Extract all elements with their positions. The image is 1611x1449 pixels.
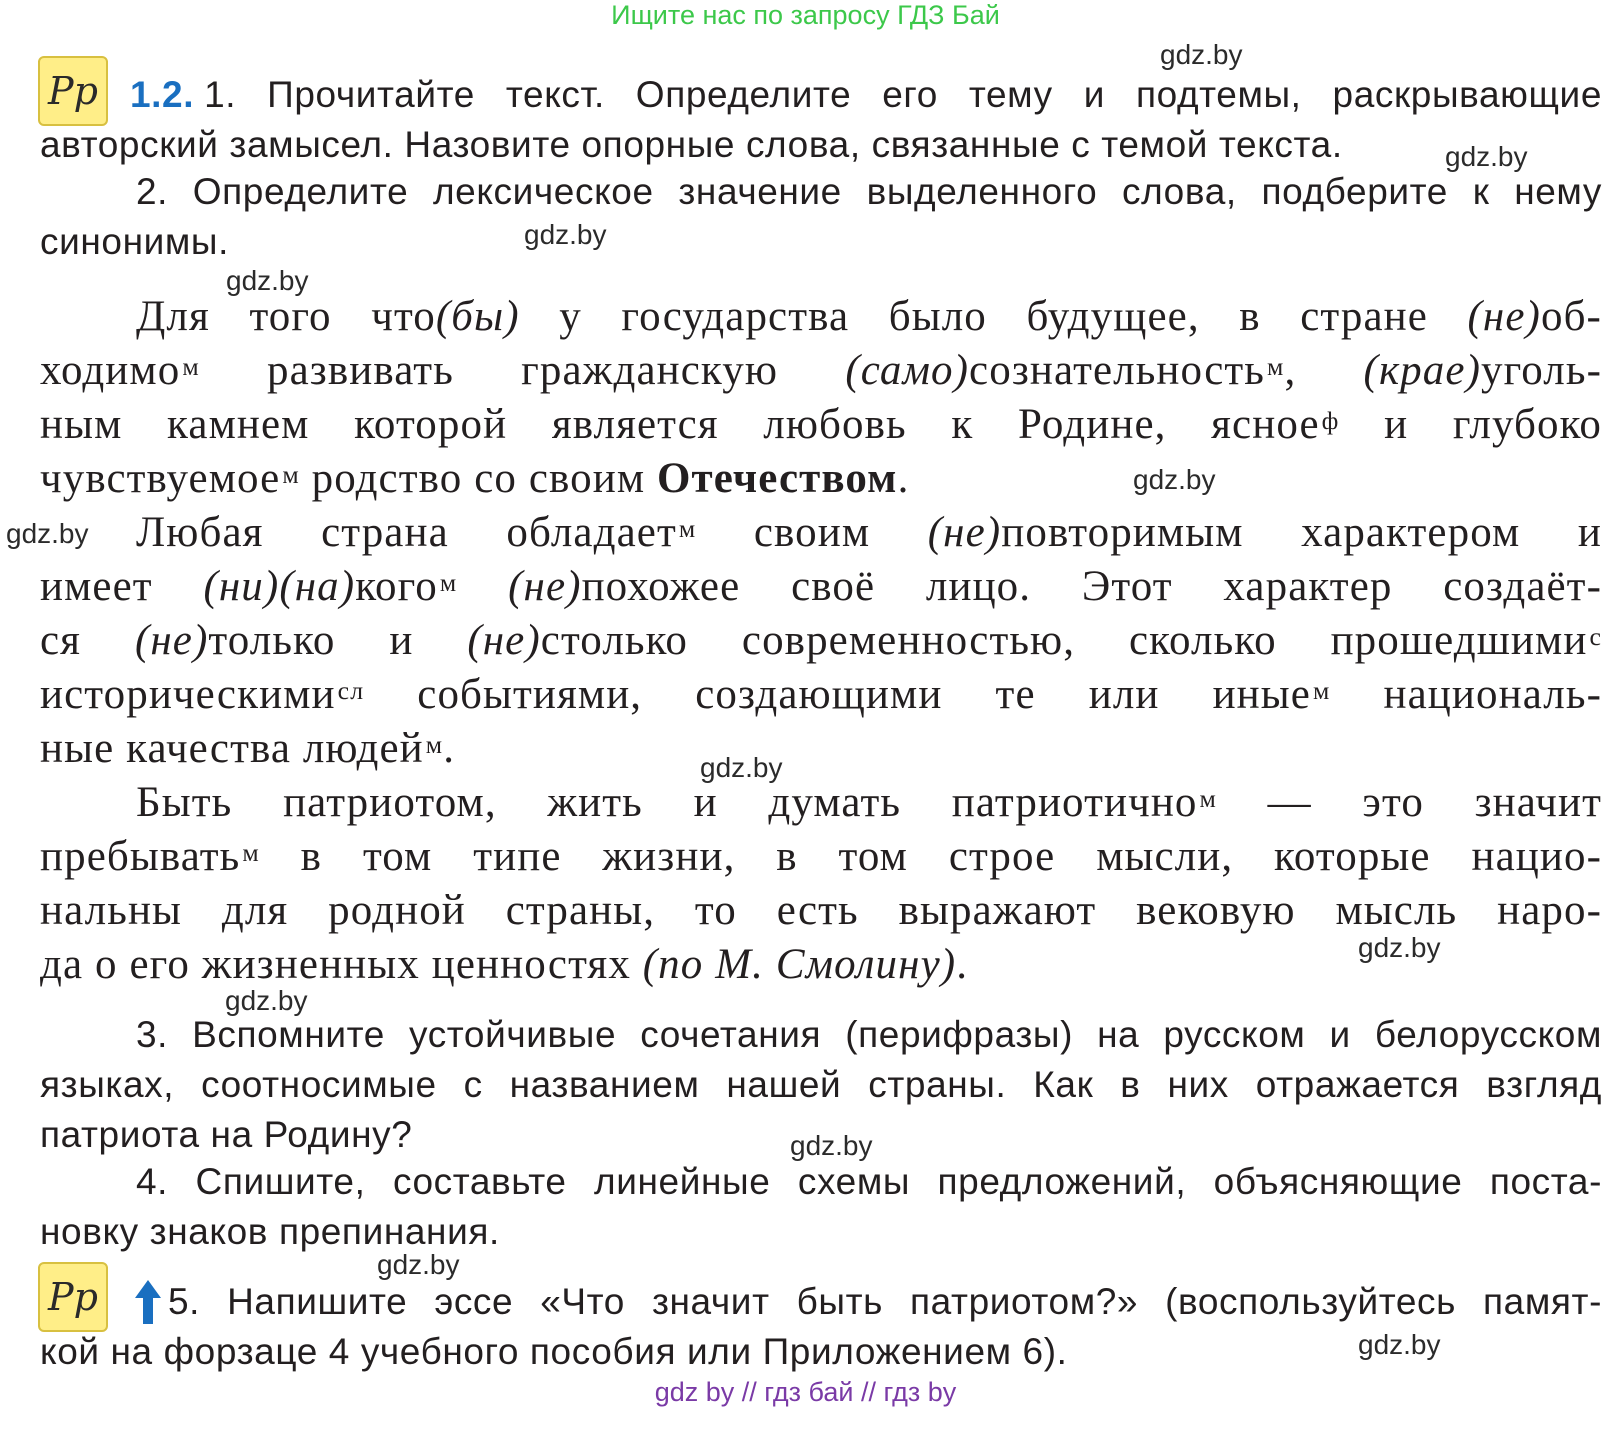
- text-run: пребывать: [40, 833, 241, 880]
- text-run: чувствуемое: [40, 455, 281, 502]
- text-run: Быть патриотом, жить и думать патриотично: [136, 779, 1198, 826]
- watermark: gdz.by: [225, 985, 308, 1016]
- text-run: .: [443, 725, 456, 772]
- instruction-text: авторский замысел. Назовите опорные слова, связанные с темой текста.: [40, 124, 1343, 165]
- instruction-text: 2. Определите лексическое значение выделенного слова, подберите к нему: [136, 171, 1602, 212]
- morpheme-mark: м: [439, 568, 458, 597]
- text-run: .: [956, 941, 969, 988]
- text-run: родство со своим: [299, 455, 657, 502]
- text-run: Любая страна обладает: [136, 509, 677, 556]
- top-banner: Ищите нас по запросу ГДЗ Бай: [611, 0, 1000, 30]
- morpheme-mark: м: [425, 730, 444, 759]
- text-run: развивать гражданскую: [199, 347, 846, 394]
- text-run: .: [897, 455, 910, 502]
- morpheme-mark: м: [1312, 676, 1331, 705]
- instruction-2: [40, 167, 1602, 267]
- instruction-5: [40, 1277, 1602, 1377]
- instruction-3: [40, 1010, 1602, 1160]
- watermark: gdz.by: [1160, 39, 1243, 70]
- morpheme-mark: с: [1589, 622, 1602, 651]
- text-run: ся: [40, 617, 135, 664]
- text-paragraph-3: [40, 776, 1602, 992]
- spelling-gap: (не): [467, 617, 541, 664]
- task-number: 1.2.: [130, 74, 195, 115]
- watermark: gdz.by: [226, 265, 309, 296]
- text-paragraph-2: [40, 506, 1602, 776]
- highlighted-word: Отечеством: [657, 455, 898, 502]
- text-run: [457, 563, 508, 610]
- morpheme-mark: м: [242, 838, 260, 867]
- text-run: и глубоко: [1339, 401, 1602, 448]
- text-line: [40, 506, 1602, 560]
- text-line: [40, 668, 1602, 722]
- text-line: [40, 614, 1602, 668]
- rubric-icon: Pp: [38, 56, 108, 126]
- text-run: у государства было будущее, в стране: [519, 293, 1468, 340]
- text-line: [40, 452, 1602, 506]
- instruction-text: новку знаков препинания.: [40, 1211, 500, 1252]
- text-run: столько современностью, сколько прошедшими: [540, 617, 1588, 664]
- rubric-icon: Pp: [38, 1262, 108, 1332]
- watermark: gdz.by: [6, 518, 89, 549]
- text-line: [40, 884, 1602, 938]
- text-run: да о его жизненных ценностях: [40, 941, 643, 988]
- text-run: об-: [1540, 293, 1602, 340]
- instruction-1: [40, 70, 1602, 170]
- spelling-gap: (само): [845, 347, 970, 394]
- instruction-text: 1. Прочитайте текст. Определите его тему и подтемы, раскрывающие: [204, 74, 1602, 115]
- morpheme-mark: сл: [337, 676, 365, 705]
- watermark: gdz.by: [524, 219, 607, 250]
- instruction-text: 4. Спишите, составьте линейные схемы предложений, объясняющие поста-: [136, 1161, 1602, 1202]
- text-run: ,: [1284, 347, 1364, 394]
- text-run: кого: [355, 563, 438, 610]
- morpheme-mark: м: [282, 460, 300, 489]
- text-run: историческими: [40, 671, 336, 718]
- text-run: своим: [696, 509, 928, 556]
- text-line: [40, 560, 1602, 614]
- text-run: повторимым характером и: [1001, 509, 1602, 556]
- watermark: gdz.by: [377, 1249, 460, 1280]
- text-run: имеет: [40, 563, 204, 610]
- text-line: [40, 722, 1602, 776]
- instruction-text: патриота на Родину?: [40, 1114, 413, 1155]
- spelling-gap: (не): [508, 563, 582, 610]
- morpheme-mark: м: [1199, 784, 1217, 813]
- instruction-text: 3. Вспомните устойчивые сочетания (перифразы) на русском и белорусском: [136, 1014, 1602, 1055]
- text-run: нальны для родной страны, то есть выражают вековую мысль наро-: [40, 887, 1602, 934]
- text-line: [40, 344, 1602, 398]
- watermark: gdz.by: [1445, 141, 1528, 172]
- instruction-4: [40, 1157, 1602, 1257]
- instruction-text: синонимы.: [40, 221, 229, 262]
- watermark: gdz.by: [790, 1130, 873, 1161]
- watermark: gdz.by: [1358, 1329, 1441, 1360]
- instruction-text: языках, соотносимые с названием нашей страны. Как в них отражается взгляд: [40, 1064, 1602, 1105]
- spelling-gap: (по М. Смолину): [642, 941, 957, 988]
- text-paragraph-1: [40, 290, 1602, 506]
- watermark: gdz.by: [1133, 464, 1216, 495]
- watermark: gdz.by: [1358, 932, 1441, 963]
- text-run: в том типе жизни, в том строе мысли, которые нацио-: [259, 833, 1602, 880]
- text-run: только и: [208, 617, 468, 664]
- spelling-gap: (не): [927, 509, 1002, 556]
- text-run: — это значит: [1216, 779, 1602, 826]
- spelling-gap: (не): [134, 617, 209, 664]
- instruction-text: кой на форзаце 4 учебного пособия или Приложением 6).: [40, 1331, 1068, 1372]
- morpheme-mark: м: [678, 514, 697, 543]
- text-run: уголь-: [1481, 347, 1602, 394]
- spelling-gap: (ни)(на): [203, 563, 356, 610]
- watermark: gdz.by: [700, 752, 783, 783]
- text-run: ным камнем которой является любовь к Родине, ясное: [40, 401, 1320, 448]
- spelling-gap: (крае): [1363, 347, 1481, 394]
- text-run: Для того что: [136, 293, 436, 340]
- spelling-gap: (не): [1467, 293, 1541, 340]
- text-line: [40, 776, 1602, 830]
- footer-links: gdz by // гдз бай // гдз by: [654, 1377, 957, 1407]
- text-line: [40, 398, 1602, 452]
- text-line: [40, 290, 1602, 344]
- morpheme-mark: м: [1267, 352, 1285, 381]
- text-run: событиями, создающими те или иные: [364, 671, 1311, 718]
- spelling-gap: (бы): [435, 293, 520, 340]
- text-run: сознательность: [969, 347, 1266, 394]
- morpheme-mark: ф: [1321, 406, 1340, 435]
- text-line: [40, 938, 1602, 992]
- morpheme-mark: м: [182, 352, 200, 381]
- instruction-text: 5. Напишите эссе «Что значит быть патриотом?» (воспользуйтесь памят-: [168, 1281, 1602, 1322]
- text-run: похожее своё лицо. Этот характер создаёт-: [581, 563, 1602, 610]
- text-run: ходимо: [40, 347, 181, 394]
- text-run: националь-: [1330, 671, 1602, 718]
- text-line: [40, 830, 1602, 884]
- text-run: ные качества людей: [40, 725, 424, 772]
